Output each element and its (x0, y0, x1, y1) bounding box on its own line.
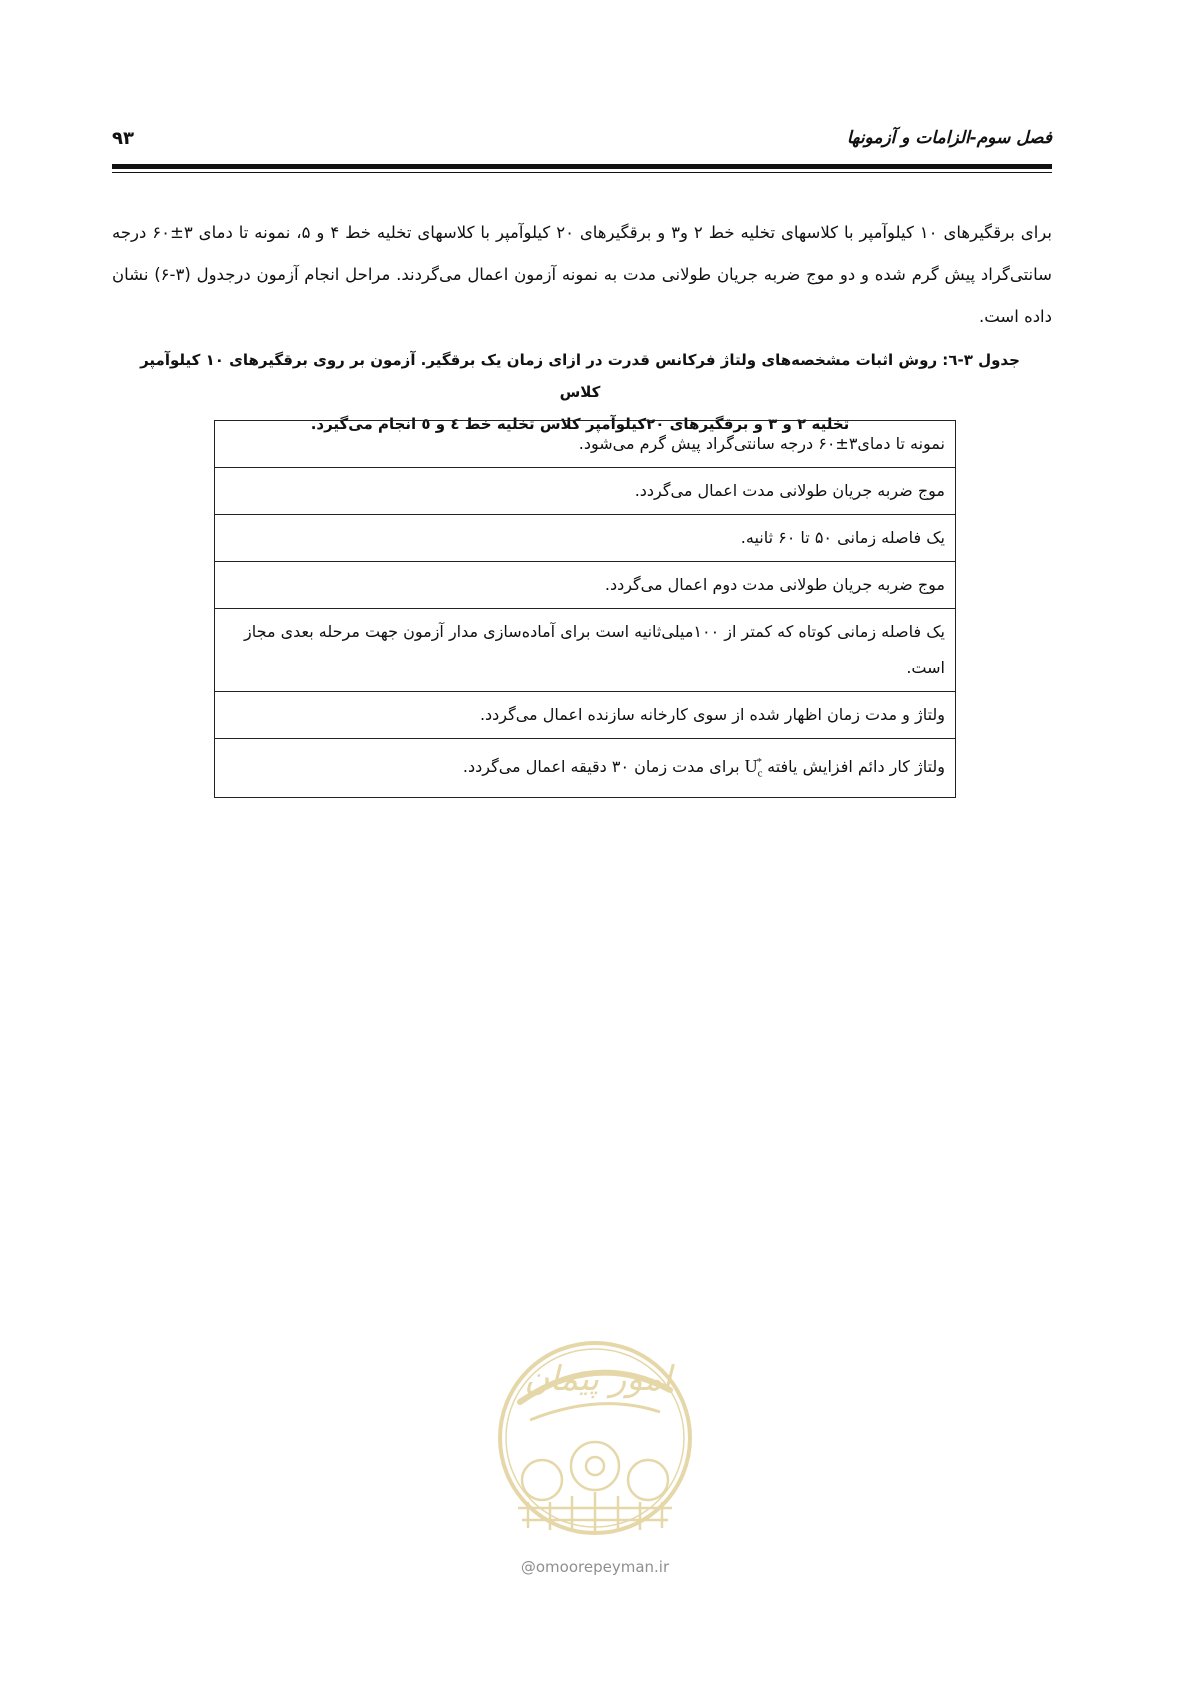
watermark-logo (480, 1320, 710, 1580)
table-cell (215, 739, 956, 798)
table-cell: یک فاصله زمانی ۵۰ تا ۶۰ ثانیه. (215, 515, 956, 562)
row-text-before: ولتاژ کار دائم افزایش یافته (767, 757, 945, 776)
table-row (215, 468, 956, 515)
watermark-url: @omoorepeyman.ir (520, 1558, 670, 1576)
table-cell: یک فاصله زمانی کوتاه که کمتر از ۱۰۰میلی‌ثانیه است برای آماده‌سازی مدار آزمون جهت مرحله بعدی مجاز است. (215, 609, 956, 692)
table-cell: نمونه تا دمای۳±۶۰ درجه سانتی‌گراد پیش گرم می‌شود. (215, 421, 956, 468)
header-rule-thin (112, 172, 1052, 173)
page-header (112, 128, 1052, 156)
header-rule-thick (112, 164, 1052, 169)
caption-line-1: جدول ۳-٦: روش اثبات مشخصه‌های ولتاژ فرکانس قدرت در ازای زمان یک برقگیر. آزمون بر روی برقگیرهای ۱۰ کیلوآمپر کلاس (140, 351, 1020, 401)
caption-line-2: تخلیه ۲ و ۳ و برقگیرهای ۲۰کیلوآمپر کلاس تخلیه خط ٤ و ٥ انجام می‌گیرد. (310, 415, 850, 433)
row-text-after: برای مدت زمان ۳۰ دقیقه اعمال می‌گردد. (462, 757, 740, 776)
table-row (215, 562, 956, 609)
body-paragraph: برای برقگیرهای ۱۰ کیلوآمپر با کلاسهای تخلیه خط ۲ و۳ و برقگیرهای ۲۰ کیلوآمپر با کلاسهای تخلیه خط ۴ و ۵، نمونه تا دمای ۳±۶۰ درجه سانتی‌گراد پیش گرم شده و دو موج ضربه جریان طولانی مدت به نمونه آزمون اعمال می‌گردند. مراحل انجام آزمون درجدول (۳-۶) نشان داده است. (112, 223, 1052, 326)
watermark-logo-text: امور پیمان (524, 1359, 672, 1399)
test-steps-table (214, 420, 956, 798)
table-row (215, 515, 956, 562)
page-number: ۹۳ (112, 128, 134, 149)
chapter-title: فصل سوم-الزامات و آزمونها (846, 128, 1052, 148)
table-row (215, 421, 956, 468)
table-cell: ولتاژ و مدت زمان اظهار شده از سوی کارخانه سازنده اعمال می‌گردد. (215, 692, 956, 739)
table-cell: موج ضربه جریان طولانی مدت اعمال می‌گردد. (215, 468, 956, 515)
table-cell: موج ضربه جریان طولانی مدت دوم اعمال می‌گردد. (215, 562, 956, 609)
table-row (215, 692, 956, 739)
table-row (215, 609, 956, 692)
table-row (215, 739, 956, 798)
uc-star-symbol: $U_c^*$ (744, 756, 763, 780)
